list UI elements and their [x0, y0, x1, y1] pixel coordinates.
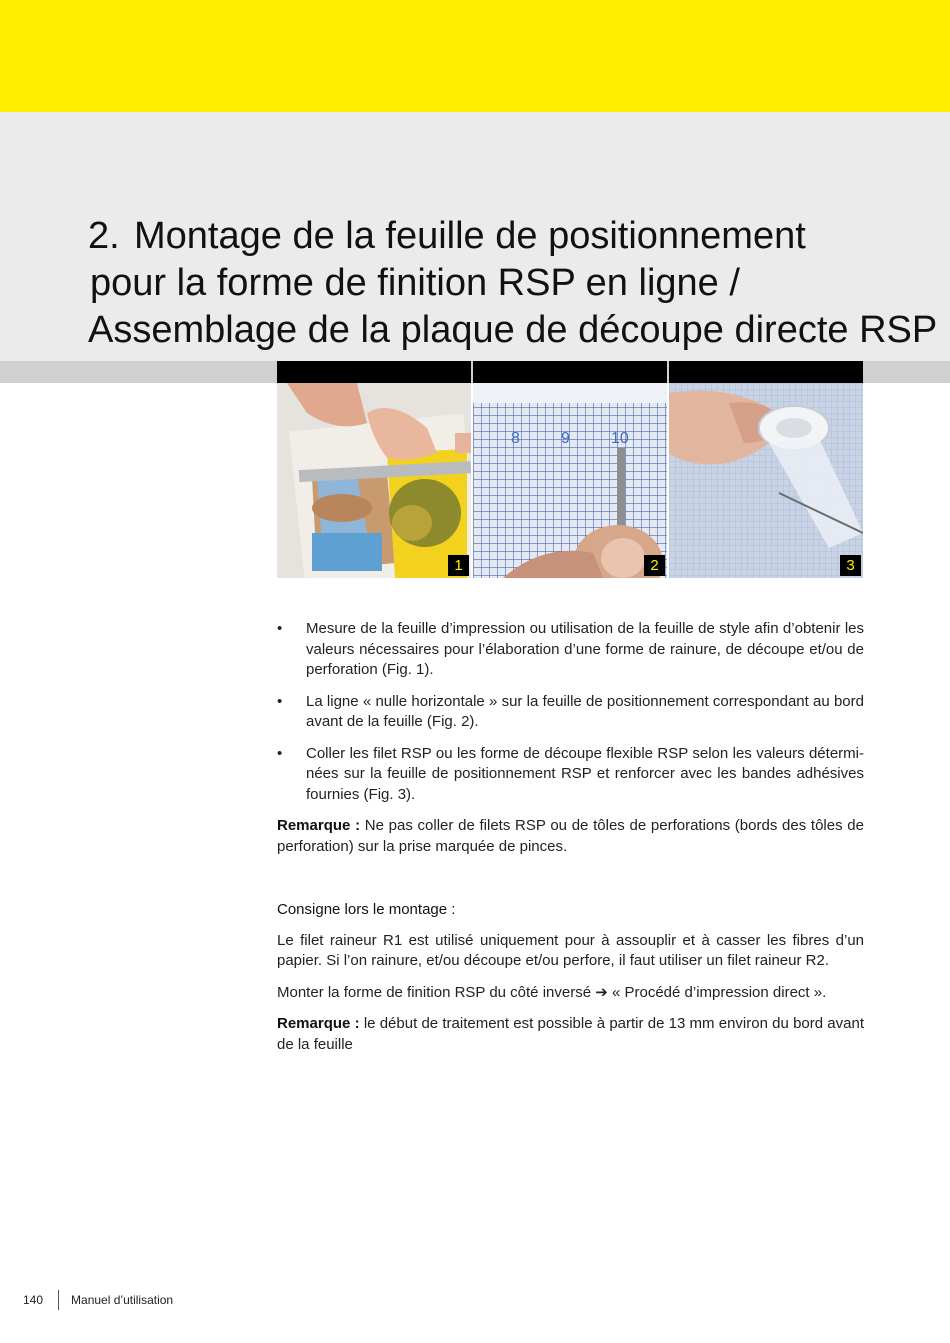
- remark-paragraph: [277, 816, 864, 857]
- remark-text: Ne pas coller de filets RSP ou de tôles de perforations (bords des tôles de perforation) sur la prise marquée de pinces.: [277, 817, 864, 855]
- svg-text:10: 10: [611, 430, 629, 447]
- remark-label: Remarque :: [277, 817, 361, 834]
- bullet-glyph: •: [277, 744, 283, 762]
- consigne-remark-label: Remarque :: [277, 1015, 360, 1032]
- page-footer: [23, 1290, 173, 1310]
- page-title: [88, 213, 938, 354]
- svg-text:8: 8: [511, 430, 520, 447]
- title-number: 2.: [88, 215, 120, 257]
- grid-sheet-measure-photo-icon: [473, 383, 667, 578]
- figure-2-number: 2: [644, 555, 665, 576]
- procedure-reference: « Procédé d’impression direct ».: [611, 983, 827, 1001]
- right-arrow-icon: ➔: [595, 983, 608, 1001]
- consigne-paragraph-1: Le filet raineur R1 est utilisé uniquement pour à assouplir et à casser les fibres d’un papier. Si l’on rainure, et/ou découpe et/ou perfore, il faut utiliser un filet raineur R2.: [277, 931, 864, 969]
- figure-1: [277, 361, 471, 578]
- consigne-remark-text: le début de traitement est possible à partir de 13 mm environ du bord avant de la feuille: [277, 1015, 865, 1053]
- consigne-paragraph-2: [277, 983, 864, 1004]
- figure-2-top-bar: [473, 361, 667, 383]
- bullet-glyph: •: [277, 692, 283, 710]
- title-text-1: Montage de la feuille de positionnement: [134, 215, 806, 257]
- top-yellow-band: [0, 0, 950, 112]
- list-item-text: Coller les filet RSP ou les forme de découpe flexible RSP selon les valeurs déterminées sur la feuille de positionnement RSP et renforcer avec les bandes adhésives fournies (Fig. 3).: [306, 744, 864, 803]
- figure-strip: [277, 361, 864, 578]
- title-line-2: pour la forme de finition RSP en ligne /: [90, 262, 740, 304]
- footer-divider: [58, 1290, 59, 1310]
- list-item-text: Mesure de la feuille d’impression ou utilisation de la feuille de style afin d’obtenir les valeurs nécessaires pour l’élaboration d’une forme de rainure, de découpe et/ou de perforation (Fig. 1).: [306, 620, 864, 678]
- figure-1-number: 1: [448, 555, 469, 576]
- figure-3-number: 3: [840, 555, 861, 576]
- figure-3: [669, 361, 863, 578]
- adhesive-tape-photo-icon: [669, 383, 863, 578]
- document-title: Manuel d’utilisation: [71, 1293, 174, 1307]
- main-content: [277, 619, 864, 1066]
- figure-3-top-bar: [669, 361, 863, 383]
- ruler-on-print-sheet-photo-icon: [277, 383, 471, 578]
- instruction-list: [277, 619, 864, 805]
- figure-1-top-bar: [277, 361, 471, 383]
- list-item: [277, 692, 864, 733]
- consigne-remark: [277, 1014, 864, 1055]
- consigne-heading: Consigne lors le montage :: [277, 901, 456, 918]
- title-line-3: Assemblage de la plaque de découpe directe RSP: [88, 309, 938, 351]
- title-line-1: [88, 213, 938, 260]
- consigne-paragraph-2-text: Monter la forme de finition RSP du côté inversé: [277, 983, 592, 1001]
- page-number: 140: [23, 1293, 44, 1307]
- list-item: [277, 619, 864, 681]
- list-item-text: La ligne « nulle horizontale » sur la feuille de positionnement correspondant au bord avant de la feuille (Fig. 2).: [306, 692, 864, 730]
- figure-2: [473, 361, 667, 578]
- list-item: [277, 744, 864, 806]
- bullet-glyph: •: [277, 620, 283, 637]
- svg-text:9: 9: [561, 430, 570, 447]
